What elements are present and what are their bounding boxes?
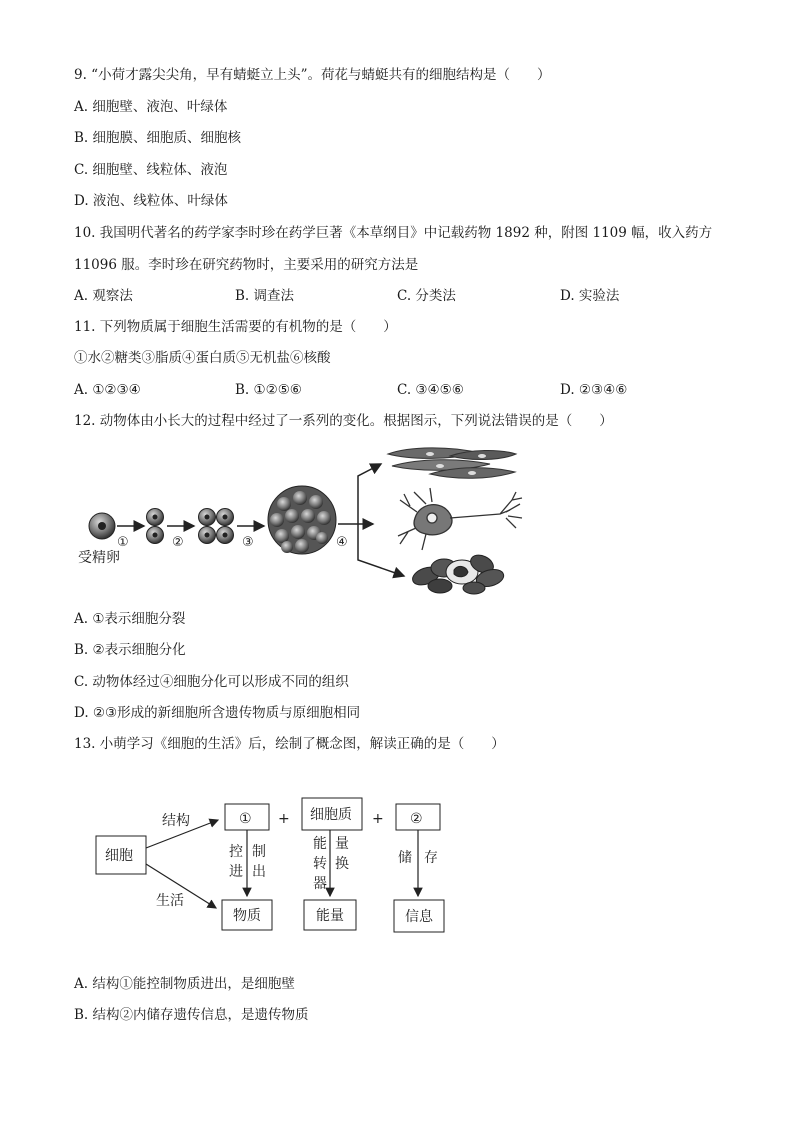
q11-stem: 11. 下列物质属于细胞生活需要的有机物的是（ ）: [74, 319, 397, 335]
cell-development-figure: [70, 440, 530, 600]
q13-option-a: A. 结构①能控制物质进出，是细胞壁: [74, 976, 295, 992]
info-label: 信息: [405, 909, 433, 925]
cell-mass: [268, 486, 336, 554]
step-label-1: ①: [117, 535, 129, 550]
q12-option-b: B. ②表示细胞分化: [74, 642, 186, 658]
control-char-4: 出: [252, 864, 266, 880]
cell-label: 细胞: [105, 848, 133, 864]
q10-option-c: C. 分类法: [397, 288, 456, 304]
energy-label: 能量: [316, 908, 344, 924]
q10-stem-line2: 11096 服。李时珍在研究药物时，主要采用的研究方法是: [74, 257, 419, 273]
q11-option-a: A. ①②③④: [74, 382, 141, 398]
two-cell-stage: [147, 509, 164, 544]
box1-label: ①: [239, 811, 252, 827]
energy-char-3: 器: [313, 876, 327, 892]
energy-char-5: 换: [335, 856, 349, 872]
blood-cells: [410, 552, 505, 594]
plus-2: +: [372, 811, 384, 827]
q9-option-c: C. 细胞壁、线粒体、液泡: [74, 162, 228, 178]
q12-option-a: A. ①表示细胞分裂: [74, 611, 186, 627]
energy-char-4: 量: [335, 836, 349, 852]
q10-option-d: D. 实验法: [560, 288, 620, 304]
material-label: 物质: [233, 908, 261, 924]
energy-label-right: [335, 836, 349, 872]
control-label-left: [229, 843, 243, 880]
q12-option-c: C. 动物体经过④细胞分化可以形成不同的组织: [74, 674, 349, 690]
zygote-label: 受精卵: [78, 550, 120, 566]
cytoplasm-label: 细胞质: [310, 807, 352, 823]
q12-stem: 12. 动物体由小长大的过程中经过了一系列的变化。根据图示，下列说法错误的是（ ）: [74, 413, 613, 429]
q10-option-b: B. 调查法: [235, 288, 295, 304]
life-label: 生活: [156, 893, 184, 909]
arrow-to-muscle: [358, 464, 381, 524]
q11-option-b: B. ①②⑤⑥: [235, 382, 302, 398]
energy-char-2: 转: [313, 856, 327, 872]
control-char-1: 控: [229, 844, 243, 860]
energy-label-left: [313, 835, 327, 892]
q9-option-d: D. 液泡、线粒体、叶绿体: [74, 193, 228, 209]
q13-stem: 13. 小萌学习《细胞的生活》后，绘制了概念图，解读正确的是（ ）: [74, 736, 505, 752]
q11-option-c: C. ③④⑤⑥: [397, 382, 464, 398]
store-label-left: 储: [398, 850, 412, 866]
q10-option-a: A. 观察法: [74, 288, 133, 304]
control-char-3: 制: [252, 844, 266, 860]
q9-option-a: A. 细胞壁、液泡、叶绿体: [74, 99, 228, 115]
q9-stem: 9. “小荷才露尖尖角，早有蜻蜓立上头”。荷花与蜻蜓共有的细胞结构是（ ）: [74, 67, 551, 83]
muscle-tissue: [388, 448, 516, 478]
q11-option-d: D. ②③④⑥: [560, 382, 628, 398]
four-cell-stage: [199, 509, 234, 544]
structure-label: 结构: [162, 813, 190, 829]
zygote-cell: [89, 513, 115, 539]
plus-1: +: [278, 811, 290, 827]
neuron: [398, 488, 522, 550]
arrow-to-blood: [358, 524, 404, 576]
energy-char-1: 能: [313, 836, 327, 852]
q13-option-b: B. 结构②内储存遗传信息，是遗传物质: [74, 1007, 309, 1023]
q12-option-d: D. ②③形成的新细胞所含遗传物质与原细胞相同: [74, 705, 361, 721]
step-label-2: ②: [172, 535, 184, 550]
box2-label: ②: [410, 811, 423, 827]
step-label-4: ④: [336, 535, 348, 550]
q10-stem-line1: 10. 我国明代著名的药学家李时珍在药学巨著《本草纲目》中记载药物 1892 种，附图 1109 幅，收入药方: [74, 225, 713, 241]
q11-items: ①水②糖类③脂质④蛋白质⑤无机盐⑥核酸: [74, 350, 331, 366]
step-label-3: ③: [242, 535, 254, 550]
q9-option-b: B. 细胞膜、细胞质、细胞核: [74, 130, 242, 146]
concept-map: [90, 790, 460, 940]
control-label-right: [252, 844, 266, 880]
store-label-right: 存: [424, 850, 438, 866]
control-char-2: 进: [229, 864, 243, 880]
